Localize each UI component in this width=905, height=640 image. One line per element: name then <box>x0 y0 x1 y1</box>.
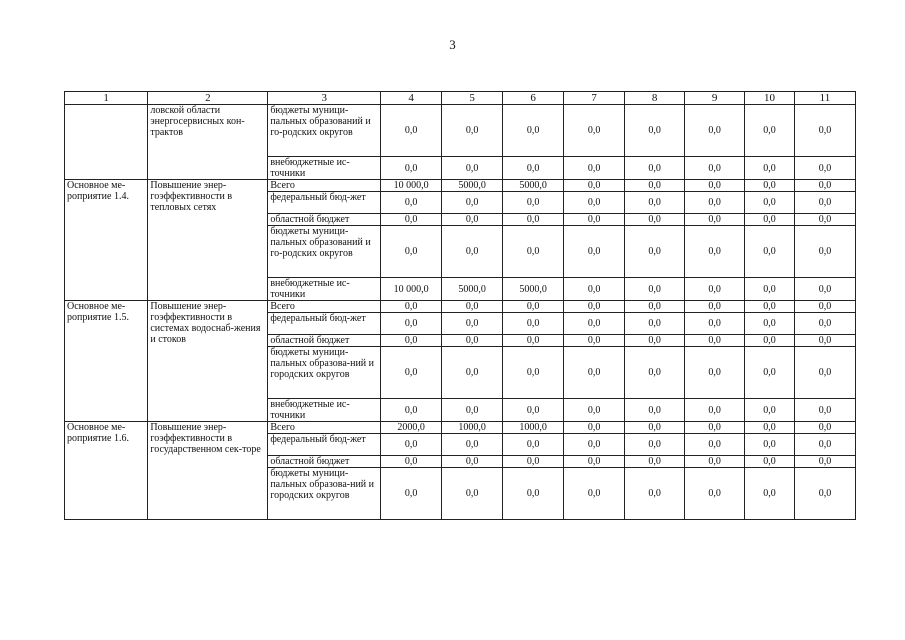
column-number-row <box>65 92 856 105</box>
value-cell: 0,0 <box>564 456 625 468</box>
value-cell: 0,0 <box>685 399 745 422</box>
value-cell: 0,0 <box>381 301 442 313</box>
value-cell: 0,0 <box>625 214 685 226</box>
value-cell: 0,0 <box>442 214 503 226</box>
value-cell: 0,0 <box>503 399 564 422</box>
value-cell: 0,0 <box>745 157 795 180</box>
funding-source-cell: Всего <box>268 301 381 313</box>
value-cell: 0,0 <box>564 226 625 278</box>
value-cell: 0,0 <box>745 192 795 214</box>
funding-source-cell: областной бюджет <box>268 456 381 468</box>
value-cell: 0,0 <box>794 468 855 520</box>
value-cell: 0,0 <box>381 434 442 456</box>
value-cell: 0,0 <box>685 214 745 226</box>
table-row <box>65 105 856 157</box>
activity-id-cell: Основное ме-роприятие 1.5. <box>65 301 148 422</box>
value-cell: 0,0 <box>564 180 625 192</box>
value-cell: 0,0 <box>381 226 442 278</box>
value-cell: 0,0 <box>794 399 855 422</box>
value-cell: 0,0 <box>442 301 503 313</box>
activity-name-cell: Повышение энер-гоэффективности в системах водоснаб-жения и стоков <box>148 301 268 422</box>
value-cell: 0,0 <box>745 278 795 301</box>
activity-name-cell: Повышение энер-гоэффективности в государственном сек-торе <box>148 422 268 520</box>
value-cell: 0,0 <box>625 456 685 468</box>
value-cell: 0,0 <box>625 105 685 157</box>
funding-source-cell: Всего <box>268 422 381 434</box>
value-cell: 0,0 <box>625 226 685 278</box>
value-cell: 0,0 <box>503 214 564 226</box>
value-cell: 0,0 <box>685 456 745 468</box>
value-cell: 5000,0 <box>442 278 503 301</box>
value-cell: 0,0 <box>503 347 564 399</box>
funding-source-cell: федеральный бюд-жет <box>268 434 381 456</box>
column-header: 7 <box>564 92 625 105</box>
funding-source-cell: федеральный бюд-жет <box>268 192 381 214</box>
value-cell: 0,0 <box>745 456 795 468</box>
value-cell: 0,0 <box>381 157 442 180</box>
table-row <box>65 180 856 192</box>
value-cell: 0,0 <box>745 105 795 157</box>
value-cell: 0,0 <box>564 399 625 422</box>
value-cell: 0,0 <box>503 105 564 157</box>
value-cell: 0,0 <box>442 468 503 520</box>
value-cell: 0,0 <box>745 313 795 335</box>
value-cell: 0,0 <box>625 192 685 214</box>
value-cell: 0,0 <box>625 313 685 335</box>
column-header: 9 <box>685 92 745 105</box>
value-cell: 0,0 <box>442 335 503 347</box>
funding-source-cell: внебюджетные ис-точники <box>268 399 381 422</box>
value-cell: 0,0 <box>564 278 625 301</box>
value-cell: 0,0 <box>564 214 625 226</box>
budget-table <box>64 91 856 520</box>
value-cell: 0,0 <box>794 157 855 180</box>
value-cell: 0,0 <box>381 468 442 520</box>
value-cell: 0,0 <box>564 335 625 347</box>
value-cell: 0,0 <box>625 180 685 192</box>
value-cell: 5000,0 <box>442 180 503 192</box>
value-cell: 0,0 <box>564 434 625 456</box>
value-cell: 0,0 <box>564 301 625 313</box>
page-number: 3 <box>449 37 456 52</box>
value-cell: 5000,0 <box>503 278 564 301</box>
value-cell: 0,0 <box>685 180 745 192</box>
column-header: 1 <box>65 92 148 105</box>
value-cell: 0,0 <box>685 468 745 520</box>
value-cell: 0,0 <box>564 157 625 180</box>
value-cell: 0,0 <box>745 335 795 347</box>
table-row <box>65 422 856 434</box>
funding-source-cell: областной бюджет <box>268 335 381 347</box>
value-cell: 0,0 <box>625 434 685 456</box>
value-cell: 0,0 <box>503 434 564 456</box>
value-cell: 0,0 <box>442 313 503 335</box>
value-cell: 0,0 <box>381 399 442 422</box>
value-cell: 0,0 <box>442 105 503 157</box>
value-cell: 0,0 <box>745 434 795 456</box>
value-cell: 0,0 <box>442 434 503 456</box>
value-cell: 0,0 <box>381 214 442 226</box>
value-cell: 0,0 <box>381 347 442 399</box>
column-header: 8 <box>625 92 685 105</box>
funding-source-cell: бюджеты муници-пальных образова-ний и городских округов <box>268 347 381 399</box>
value-cell: 0,0 <box>625 278 685 301</box>
value-cell: 0,0 <box>745 399 795 422</box>
column-header: 6 <box>503 92 564 105</box>
value-cell: 0,0 <box>794 313 855 335</box>
funding-source-cell: бюджеты муници-пальных образований и го-родских округов <box>268 105 381 157</box>
value-cell: 0,0 <box>794 278 855 301</box>
value-cell: 0,0 <box>442 456 503 468</box>
activity-id-cell <box>65 105 148 180</box>
value-cell: 0,0 <box>794 214 855 226</box>
value-cell: 0,0 <box>381 456 442 468</box>
value-cell: 0,0 <box>745 180 795 192</box>
value-cell: 0,0 <box>625 347 685 399</box>
value-cell: 0,0 <box>503 301 564 313</box>
value-cell: 0,0 <box>685 226 745 278</box>
value-cell: 0,0 <box>794 422 855 434</box>
value-cell: 0,0 <box>794 347 855 399</box>
value-cell: 0,0 <box>685 301 745 313</box>
funding-source-cell: Всего <box>268 180 381 192</box>
value-cell: 0,0 <box>442 226 503 278</box>
value-cell: 0,0 <box>564 347 625 399</box>
value-cell: 0,0 <box>685 192 745 214</box>
table-body <box>65 105 856 520</box>
value-cell: 0,0 <box>625 468 685 520</box>
value-cell: 0,0 <box>564 105 625 157</box>
activity-id-cell: Основное ме-роприятие 1.4. <box>65 180 148 301</box>
value-cell: 0,0 <box>685 313 745 335</box>
value-cell: 0,0 <box>442 399 503 422</box>
value-cell: 0,0 <box>442 347 503 399</box>
value-cell: 0,0 <box>685 157 745 180</box>
funding-source-cell: внебюджетные ис-точники <box>268 157 381 180</box>
funding-source-cell: внебюджетные ис-точники <box>268 278 381 301</box>
value-cell: 0,0 <box>564 422 625 434</box>
value-cell: 0,0 <box>745 214 795 226</box>
value-cell: 0,0 <box>685 347 745 399</box>
value-cell: 0,0 <box>685 335 745 347</box>
column-header: 4 <box>381 92 442 105</box>
value-cell: 0,0 <box>625 399 685 422</box>
value-cell: 0,0 <box>625 422 685 434</box>
value-cell: 0,0 <box>503 313 564 335</box>
funding-source-cell: федеральный бюд-жет <box>268 313 381 335</box>
value-cell: 0,0 <box>503 192 564 214</box>
table-row <box>65 301 856 313</box>
value-cell: 0,0 <box>564 468 625 520</box>
value-cell: 0,0 <box>381 105 442 157</box>
value-cell: 0,0 <box>442 192 503 214</box>
value-cell: 0,0 <box>794 192 855 214</box>
value-cell: 0,0 <box>794 105 855 157</box>
value-cell: 0,0 <box>685 422 745 434</box>
value-cell: 0,0 <box>794 456 855 468</box>
value-cell: 1000,0 <box>503 422 564 434</box>
activity-name-cell: ловской области энергосервисных кон-трактов <box>148 105 268 180</box>
value-cell: 0,0 <box>745 301 795 313</box>
value-cell: 0,0 <box>564 192 625 214</box>
value-cell: 0,0 <box>503 335 564 347</box>
value-cell: 0,0 <box>745 347 795 399</box>
value-cell: 0,0 <box>685 434 745 456</box>
column-header: 2 <box>148 92 268 105</box>
funding-source-cell: областной бюджет <box>268 214 381 226</box>
column-header: 3 <box>268 92 381 105</box>
value-cell: 5000,0 <box>503 180 564 192</box>
value-cell: 0,0 <box>381 192 442 214</box>
value-cell: 0,0 <box>685 105 745 157</box>
value-cell: 0,0 <box>794 335 855 347</box>
value-cell: 0,0 <box>794 180 855 192</box>
value-cell: 2000,0 <box>381 422 442 434</box>
value-cell: 1000,0 <box>442 422 503 434</box>
value-cell: 0,0 <box>442 157 503 180</box>
value-cell: 0,0 <box>381 335 442 347</box>
value-cell: 0,0 <box>503 157 564 180</box>
activity-name-cell: Повышение энер-гоэффективности в тепловых сетях <box>148 180 268 301</box>
value-cell: 0,0 <box>625 301 685 313</box>
funding-source-cell: бюджеты муници-пальных образований и го-родских округов <box>268 226 381 278</box>
value-cell: 0,0 <box>794 226 855 278</box>
column-header: 5 <box>442 92 503 105</box>
activity-id-cell: Основное ме-роприятие 1.6. <box>65 422 148 520</box>
value-cell: 0,0 <box>745 468 795 520</box>
value-cell: 0,0 <box>381 313 442 335</box>
value-cell: 10 000,0 <box>381 278 442 301</box>
value-cell: 0,0 <box>503 456 564 468</box>
value-cell: 0,0 <box>564 313 625 335</box>
value-cell: 0,0 <box>745 422 795 434</box>
value-cell: 0,0 <box>745 226 795 278</box>
value-cell: 10 000,0 <box>381 180 442 192</box>
column-header: 10 <box>745 92 795 105</box>
value-cell: 0,0 <box>503 226 564 278</box>
value-cell: 0,0 <box>685 278 745 301</box>
value-cell: 0,0 <box>794 434 855 456</box>
value-cell: 0,0 <box>794 301 855 313</box>
value-cell: 0,0 <box>625 335 685 347</box>
value-cell: 0,0 <box>503 468 564 520</box>
value-cell: 0,0 <box>625 157 685 180</box>
column-header: 11 <box>794 92 855 105</box>
funding-source-cell: бюджеты муници-пальных образова-ний и городских округов <box>268 468 381 520</box>
